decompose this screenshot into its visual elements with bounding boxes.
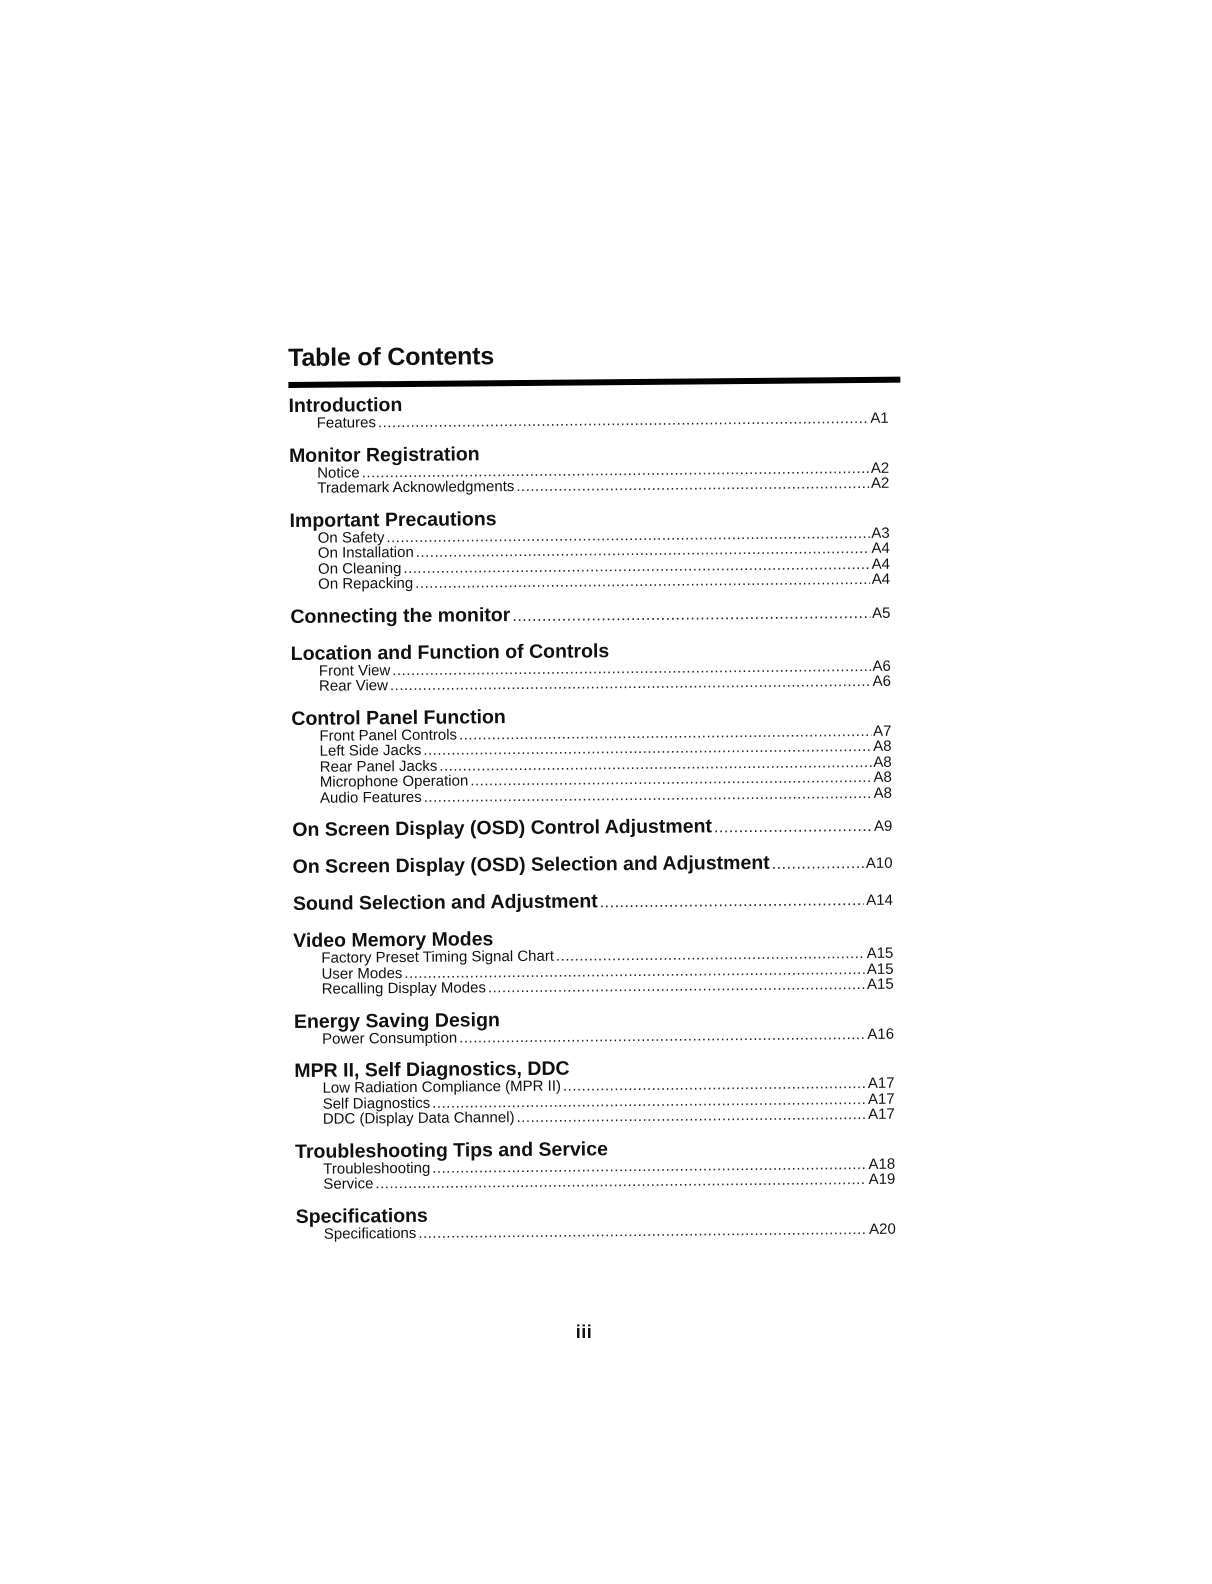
entry-page: A14 xyxy=(866,891,893,909)
dot-leader xyxy=(424,785,872,804)
dot-leader xyxy=(488,977,865,996)
entry-page: A20 xyxy=(869,1220,896,1238)
toc-section xyxy=(293,926,894,998)
entry-label: Low Radiation Compliance (MPR II) xyxy=(322,1077,562,1097)
entry-label: Trademark Acknowledgments xyxy=(317,478,515,497)
entry-page: A16 xyxy=(867,1025,895,1043)
section-title: Monitor Registration xyxy=(288,442,480,467)
toc-entry[interactable] xyxy=(294,1026,894,1047)
entry-page: A19 xyxy=(868,1170,896,1188)
toc-body xyxy=(288,391,895,1242)
entry-page: A18 xyxy=(868,1155,896,1173)
entry-page: A4 xyxy=(871,539,890,557)
section-title: Video Memory Modes xyxy=(293,928,494,952)
entry-label: Factory Preset Timing Signal Chart xyxy=(321,947,555,967)
entry-page: A15 xyxy=(866,944,894,962)
entry-label: DDC (Display Data Channel) xyxy=(322,1109,515,1128)
title-rule xyxy=(288,377,900,388)
entry-label: Left Side Jacks xyxy=(319,741,422,760)
entry-page: A1 xyxy=(870,409,889,427)
entry-page: A2 xyxy=(870,459,890,477)
entry-label: Recalling Display Modes xyxy=(321,979,486,998)
section-title: Energy Saving Design xyxy=(293,1008,500,1033)
entry-label: Troubleshooting xyxy=(323,1159,431,1178)
entry-page: A7 xyxy=(873,722,892,740)
entry-page: A17 xyxy=(867,1074,895,1092)
entry-page: A8 xyxy=(873,768,892,786)
dot-leader xyxy=(516,476,869,495)
entry-page: A17 xyxy=(867,1090,895,1108)
entry-page: A8 xyxy=(873,784,893,802)
toc-entry[interactable] xyxy=(294,977,894,998)
toc-section xyxy=(292,815,892,841)
entry-page: A4 xyxy=(871,570,891,588)
entry-label: User Modes xyxy=(321,964,403,983)
toc-page xyxy=(288,335,908,1256)
entry-label: Features xyxy=(316,414,377,432)
entry-label: Notice xyxy=(317,463,360,482)
entry-label: On Repacking xyxy=(318,574,414,593)
toc-section xyxy=(289,505,890,592)
toc-entry[interactable] xyxy=(290,572,890,593)
toc-section xyxy=(290,601,890,627)
toc-entry[interactable] xyxy=(292,815,892,841)
toc-section xyxy=(296,1201,896,1242)
entry-page: A8 xyxy=(873,753,892,771)
page-title: Table of Contents xyxy=(288,342,495,372)
entry-page: A4 xyxy=(871,555,891,573)
dot-leader xyxy=(390,674,871,694)
section-title: On Screen Display (OSD) Control Adjustment xyxy=(292,815,713,841)
dot-leader xyxy=(415,572,870,591)
toc-section xyxy=(291,638,891,694)
section-title: Introduction xyxy=(288,394,403,417)
toc-section xyxy=(289,440,889,496)
toc-entry[interactable] xyxy=(295,1107,895,1128)
section-title: Sound Selection and Adjustment xyxy=(292,890,598,915)
entry-page: A8 xyxy=(873,737,892,755)
section-title: Troubleshooting Tips and Service xyxy=(294,1137,608,1163)
toc-section xyxy=(288,391,888,432)
entry-label: Service xyxy=(323,1175,374,1193)
entry-label: Microphone Operation xyxy=(319,772,469,791)
entry-label: Self Diagnostics xyxy=(322,1094,431,1113)
section-title: Location and Function of Controls xyxy=(290,639,610,665)
toc-entry[interactable] xyxy=(292,785,892,806)
toc-entry[interactable] xyxy=(289,476,889,497)
entry-page: A9 xyxy=(873,817,893,835)
section-title: Connecting the monitor xyxy=(290,603,511,628)
entry-page: A15 xyxy=(866,960,894,978)
toc-section xyxy=(294,1056,895,1128)
dot-leader xyxy=(516,1107,866,1126)
toc-section xyxy=(293,852,893,878)
toc-section xyxy=(294,1006,894,1047)
dot-leader xyxy=(512,604,870,625)
toc-section xyxy=(291,703,892,806)
toc-entry[interactable] xyxy=(291,674,891,695)
toc-entry[interactable] xyxy=(296,1221,896,1242)
section-title: MPR II, Self Diagnostics, DDC xyxy=(294,1057,570,1082)
entry-page: A5 xyxy=(871,604,891,622)
entry-label: Front View xyxy=(318,661,391,680)
section-title: Specifications xyxy=(295,1204,428,1228)
entry-label: Audio Features xyxy=(319,788,422,807)
entry-label: Front Panel Controls xyxy=(319,726,458,745)
toc-entry[interactable] xyxy=(293,889,893,915)
section-title: On Screen Display (OSD) Selection and Adjustment xyxy=(292,851,770,878)
entry-label: On Cleaning xyxy=(317,559,402,578)
page-number: iii xyxy=(575,1322,593,1342)
toc-entry[interactable] xyxy=(293,852,893,878)
toc-section xyxy=(293,889,893,915)
dot-leader xyxy=(714,818,872,837)
entry-page: A10 xyxy=(865,854,893,872)
toc-entry[interactable] xyxy=(290,601,890,627)
toc-section xyxy=(295,1136,895,1192)
entry-label: Rear View xyxy=(318,677,389,695)
entry-label: Rear Panel Jacks xyxy=(319,757,438,776)
entry-page: A17 xyxy=(868,1105,895,1123)
dot-leader xyxy=(459,1026,865,1045)
entry-label: Power Consumption xyxy=(322,1029,458,1048)
section-title: Important Precautions xyxy=(289,507,497,532)
entry-page: A2 xyxy=(870,474,890,492)
entry-page: A6 xyxy=(872,672,892,690)
dot-leader xyxy=(418,1221,867,1240)
entry-page: A3 xyxy=(871,524,890,542)
section-title: Control Panel Function xyxy=(291,705,506,730)
entry-label: On Safety xyxy=(317,528,385,547)
dot-leader xyxy=(772,855,864,874)
dot-leader xyxy=(375,1172,866,1192)
dot-leader xyxy=(600,892,865,912)
dot-leader xyxy=(378,411,869,431)
entry-page: A15 xyxy=(866,975,894,993)
entry-page: A6 xyxy=(872,657,891,675)
entry-label: On Installation xyxy=(317,543,414,562)
entry-label: Specifications xyxy=(323,1224,417,1243)
